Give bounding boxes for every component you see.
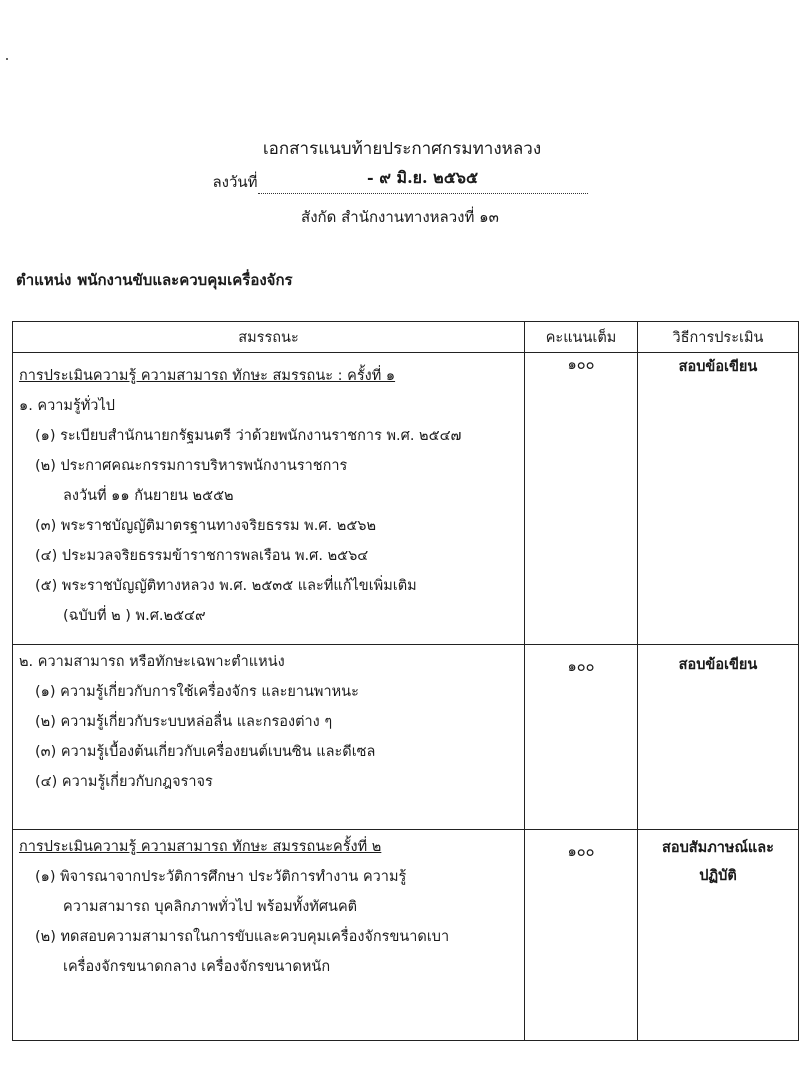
date-label: ลงวันที่ <box>212 173 258 191</box>
list-item: (๔) ความรู้เกี่ยวกับกฎจราจร <box>35 774 213 790</box>
table-row <box>13 830 799 1041</box>
date-line <box>0 170 800 195</box>
competency-cell <box>13 830 525 1041</box>
position-value: พนักงานขับและควบคุมเครื่องจักร <box>77 271 293 289</box>
list-item: (๒) ประกาศคณะกรรมการบริหารพนักงานราชการ <box>35 458 348 474</box>
document-title-text: เอกสารแนบท้ายประกาศกรมทางหลวง <box>262 139 542 159</box>
table-header-row <box>13 322 799 353</box>
table-row <box>13 353 799 645</box>
list-item: (๑) ความรู้เกี่ยวกับการใช้เครื่องจักร และยานพาหนะ <box>35 684 359 700</box>
scan-speck <box>6 58 8 60</box>
list-item: ความสามารถ บุคลิกภาพทั่วไป พร้อมทั้งทัศนคติ <box>63 899 358 915</box>
method-line: ปฏิบัติ <box>699 868 737 884</box>
competency-table <box>12 321 799 1041</box>
position-line <box>16 268 293 292</box>
list-item: เครื่องจักรขนาดกลาง เครื่องจักรขนาดหนัก <box>63 959 331 975</box>
list-item: ลงวันที่ ๑๑ กันยายน ๒๕๕๒ <box>63 488 234 504</box>
list-item: (๑) ระเบียบสำนักนายกรัฐมนตรี ว่าด้วยพนักงานราชการ พ.ศ. ๒๕๔๗ <box>35 428 462 444</box>
table-row <box>13 645 799 830</box>
competency-cell <box>13 645 525 830</box>
list-item: ๒. ความสามารถ หรือทักษะเฉพาะตำแหน่ง <box>19 654 285 670</box>
method-cell: สอบข้อเขียน <box>638 645 799 830</box>
list-item: (๑) พิจารณาจากประวัติการศึกษา ประวัติการทำงาน ความรู้ <box>35 869 407 885</box>
date-value: - ๙ มิ.ย. ๒๕๖๕ <box>367 168 479 187</box>
date-field <box>258 170 588 195</box>
section-heading: การประเมินความรู้ ความสามารถ ทักษะ สมรรถนะครั้งที่ ๒ <box>19 839 382 855</box>
position-label: ตำแหน่ง <box>16 271 72 289</box>
list-item: (๕) พระราชบัญญัติทางหลวง พ.ศ. ๒๕๓๕ และที่แก้ไขเพิ่มเติม <box>35 578 417 594</box>
list-item: (ฉบับที่ ๒ ) พ.ศ.๒๕๔๙ <box>63 608 206 624</box>
section-heading: การประเมินความรู้ ความสามารถ ทักษะ สมรรถนะ : ครั้งที่ ๑ <box>19 368 396 384</box>
header-method: วิธีการประเมิน <box>638 322 799 353</box>
affiliation-line: สังกัด สำนักงานทางหลวงที่ ๑๓ <box>301 208 499 226</box>
header-competency: สมรรถนะ <box>13 322 525 353</box>
list-item: ๑. ความรู้ทั่วไป <box>19 398 115 414</box>
list-item: (๓) พระราชบัญญัติมาตรฐานทางจริยธรรม พ.ศ. ๒๕๖๒ <box>35 518 377 534</box>
competency-cell <box>13 353 525 645</box>
score-cell: ๑๐๐ <box>525 830 638 1041</box>
method-cell <box>638 830 799 1041</box>
document-title <box>0 135 800 162</box>
header-full-score: คะแนนเต็ม <box>525 322 638 353</box>
list-item: (๔) ประมวลจริยธรรมข้าราชการพลเรือน พ.ศ. ๒๕๖๔ <box>35 548 369 564</box>
method-line: สอบสัมภาษณ์และ <box>662 840 774 856</box>
score-cell: ๑๐๐ <box>525 353 638 645</box>
score-cell: ๑๐๐ <box>525 645 638 830</box>
list-item: (๓) ความรู้เบื้องต้นเกี่ยวกับเครื่องยนต์เบนซิน และดีเซล <box>35 744 376 760</box>
list-item: (๒) ทดสอบความสามารถในการขับและควบคุมเครื่องจักรขนาดเบา <box>35 929 450 945</box>
method-cell: สอบข้อเขียน <box>638 353 799 645</box>
list-item: (๒) ความรู้เกี่ยวกับระบบหล่อลื่น และกรองต่าง ๆ <box>35 714 333 730</box>
